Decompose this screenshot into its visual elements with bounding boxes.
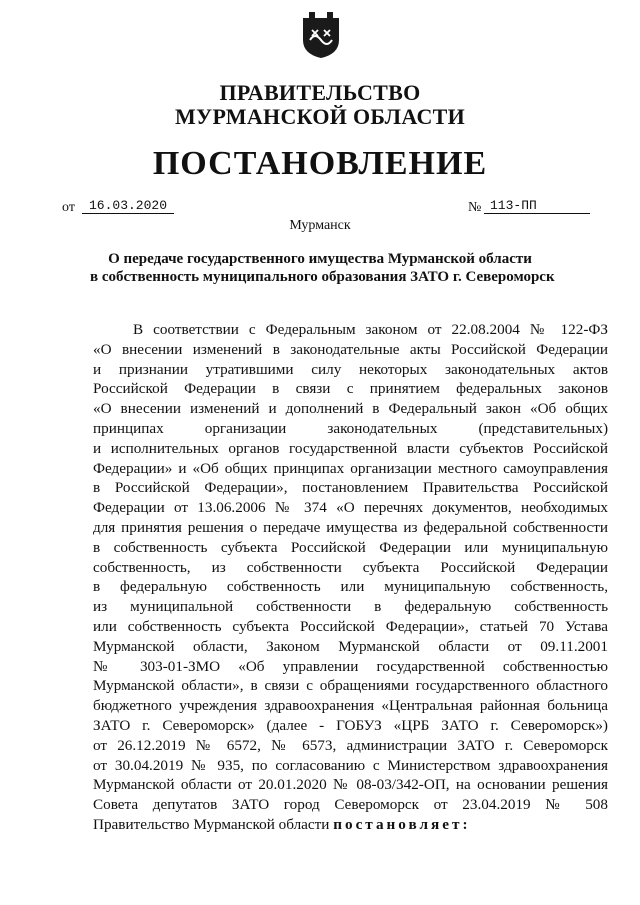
body-text-line: для принятия решения о передаче имущества из федеральной собственности xyxy=(93,518,608,536)
body-text-line: Мурманской области, Законом Мурманской области от 09.11.2001 xyxy=(93,637,608,655)
city-name: Мурманск xyxy=(289,218,351,233)
body-text-line: Федерации» и «Об общих принципах организации местного самоуправления xyxy=(93,459,608,477)
body-text-line: и признании утратившими силу некоторых законодательных актов xyxy=(93,360,608,378)
body-text-line: Мурманской области от 20.01.2020 № 08-03/342-ОП, на основании решения xyxy=(93,776,608,794)
number-label: № xyxy=(468,200,482,215)
body-text-line: «О внесении изменений и дополнений в Федеральный закон «Об общих xyxy=(93,400,608,418)
body-text-line: ЗАТО г. Североморск» (далее - ГОБУЗ «ЦРБ ЗАТО г. Североморск») xyxy=(93,716,608,734)
document-body xyxy=(93,320,608,835)
body-text-line: В соответствии с Федеральным законом от 22.08.2004 № 122-ФЗ xyxy=(133,321,608,338)
body-text-line: Мурманской области», в связи с обращениями государственного областного xyxy=(93,677,608,695)
body-text-line: Российской Федерации в связи с принятием федеральных законов xyxy=(93,380,608,398)
document-title xyxy=(90,250,555,286)
body-text-line: от 26.12.2019 № 6572, № 6573, администрации ЗАТО г. Североморск xyxy=(93,736,608,754)
date-value: 16.03.2020 xyxy=(82,198,174,214)
body-text-line: собственность, из собственности субъекта Российской Федерации xyxy=(93,558,608,576)
body-text-line: и исполнительных органов государственной власти субъектов Российской xyxy=(93,439,608,457)
body-text-line: от 30.04.2019 № 935, по согласованию с Министерством здравоохранения xyxy=(93,756,608,774)
resolution-verb: постановляет: xyxy=(333,815,471,833)
number-value: 113-ПП xyxy=(484,198,590,214)
body-text-line: из муниципальной собственности в федеральную собственность xyxy=(93,598,608,616)
body-text-line: Федерации от 13.06.2006 № 374 «О перечнях документов, необходимых xyxy=(93,499,608,517)
government-title-line1: ПРАВИТЕЛЬСТВО xyxy=(219,80,421,105)
body-text-line: бюджетного учреждения здравоохранения «Центральная районная больница xyxy=(93,697,608,715)
body-text-line: в собственность субъекта Российской Федерации или муниципальную xyxy=(93,538,608,556)
body-text-line: «О внесении изменений в законодательные акты Российской Федерации xyxy=(93,340,608,358)
body-text-line: в Российской Федерации», постановлением Правительства Российской xyxy=(93,479,608,497)
body-text-line: или собственность субъекта Российской Федерации», статьей 70 Устава xyxy=(93,617,608,635)
government-title-line2: МУРМАНСКОЙ ОБЛАСТИ xyxy=(174,104,466,129)
body-text-line: в федеральную собственность или муниципальную собственность, xyxy=(93,578,608,596)
body-text-line: принципах организации законодательных (представительных) xyxy=(93,419,608,437)
date-label: от xyxy=(62,200,75,215)
document-type-heading: ПОСТАНОВЛЕНИЕ xyxy=(152,145,488,182)
resolution-prefix: Правительство Мурманской области xyxy=(93,815,330,833)
body-text-line xyxy=(93,815,608,835)
coat-of-arms-icon xyxy=(301,10,341,60)
body-text-line: Совета депутатов ЗАТО город Североморск от 23.04.2019 № 508 xyxy=(93,796,608,814)
body-text-line: № 303-01-ЗМО «Об управлении государственной собственностью xyxy=(93,657,608,675)
document-title-line: О передаче государственного имущества Мурманской области xyxy=(108,251,532,267)
document-title-line: в собственность муниципального образования ЗАТО г. Североморск xyxy=(90,269,555,285)
